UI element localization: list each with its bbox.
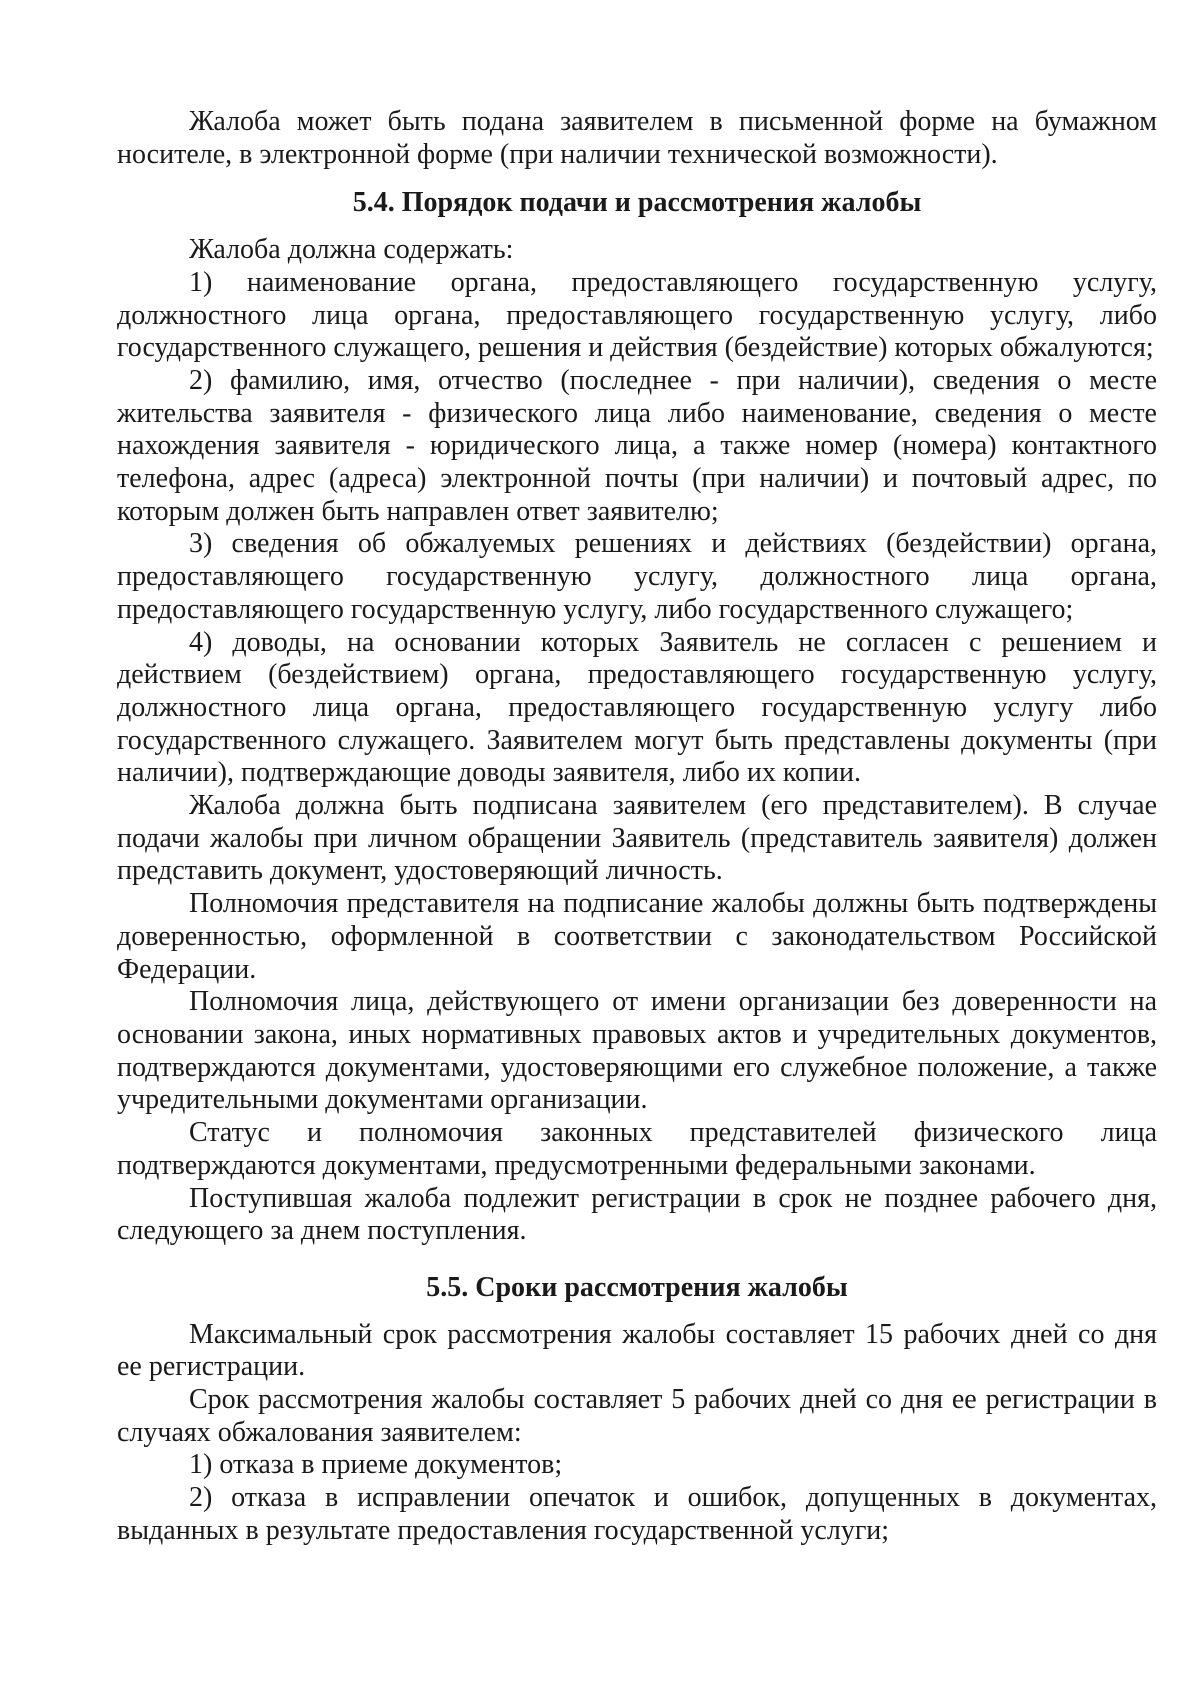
paragraph: Срок рассмотрения жалобы составляет 5 рабочих дней со дня ее регистрации в случаях обжалования заявителем: (117, 1384, 1157, 1448)
list-item: 2) фамилию, имя, отчество (последнее - при наличии), сведения о месте жительства заявителя - физического лица либо наименование, сведения о месте нахождения заявителя - юридического лица, а также номер (номера) контактного телефона, адрес (адреса) электронной почты (при наличии) и почтовый адрес, по которым должен быть направлен ответ заявителю; (117, 364, 1157, 527)
paragraph: Поступившая жалоба подлежит регистрации в срок не позднее рабочего дня, следующего за днем поступления. (117, 1182, 1157, 1247)
list-item: 1) наименование органа, предоставляющего государственную услугу, должностного лица органа, предоставляющего государственную услугу, либо государственного служащего, решения и действия (бездействие) которых обжалуются; (117, 266, 1157, 364)
paragraph: Полномочия представителя на подписание жалобы должны быть подтверждены доверенностью, оформленной в соответствии с законодательством Российской Федерации. (117, 888, 1157, 985)
section-heading-5-5: 5.5. Сроки рассмотрения жалобы (426, 1271, 848, 1303)
paragraph: Статус и полномочия законных представителей физического лица подтверждаются документами, предусмотренными федеральными законами. (117, 1117, 1157, 1181)
list-item: 2) отказа в исправлении опечаток и ошибок, допущенных в документах, выданных в результате предоставления государственной услуги; (117, 1482, 1157, 1546)
section-heading-5-4: 5.4. Порядок подачи и рассмотрения жалобы (352, 187, 922, 219)
paragraph: Жалоба должна содержать: (189, 234, 514, 266)
paragraph: Полномочия лица, действующего от имени организации без доверенности на основании закона, иных нормативных правовых актов и учредительных документов, подтверждаются документами, удостоверяющими его служебное положение, а также учредительными документами организации. (117, 986, 1157, 1116)
list-item: 1) отказа в приеме документов; (189, 1449, 563, 1481)
document-page (117, 106, 1157, 1548)
list-item: 4) доводы, на основании которых Заявитель не согласен с решением и действием (бездействием) органа, предоставляющего государственную услугу, должностного лица органа, предоставляющего государственную услугу либо государственного служащего. Заявителем могут быть представлены документы (при наличии), подтверждающие доводы заявителя, либо их копии. (117, 626, 1157, 789)
paragraph: Максимальный срок рассмотрения жалобы составляет 15 рабочих дней со дня ее регистрации. (117, 1318, 1157, 1383)
paragraph: Жалоба должна быть подписана заявителем (его представителем). В случае подачи жалобы при личном обращении Заявитель (представитель заявителя) должен представить документ, удостоверяющий личность. (117, 790, 1157, 887)
paragraph: Жалоба может быть подана заявителем в письменной форме на бумажном носителе, в электронной форме (при наличии технической возможности). (117, 106, 1157, 170)
list-item: 3) сведения об обжалуемых решениях и действиях (бездействии) органа, предоставляющего государственную услугу, должностного лица органа, предоставляющего государственную услугу, либо государственного служащего; (117, 528, 1157, 625)
